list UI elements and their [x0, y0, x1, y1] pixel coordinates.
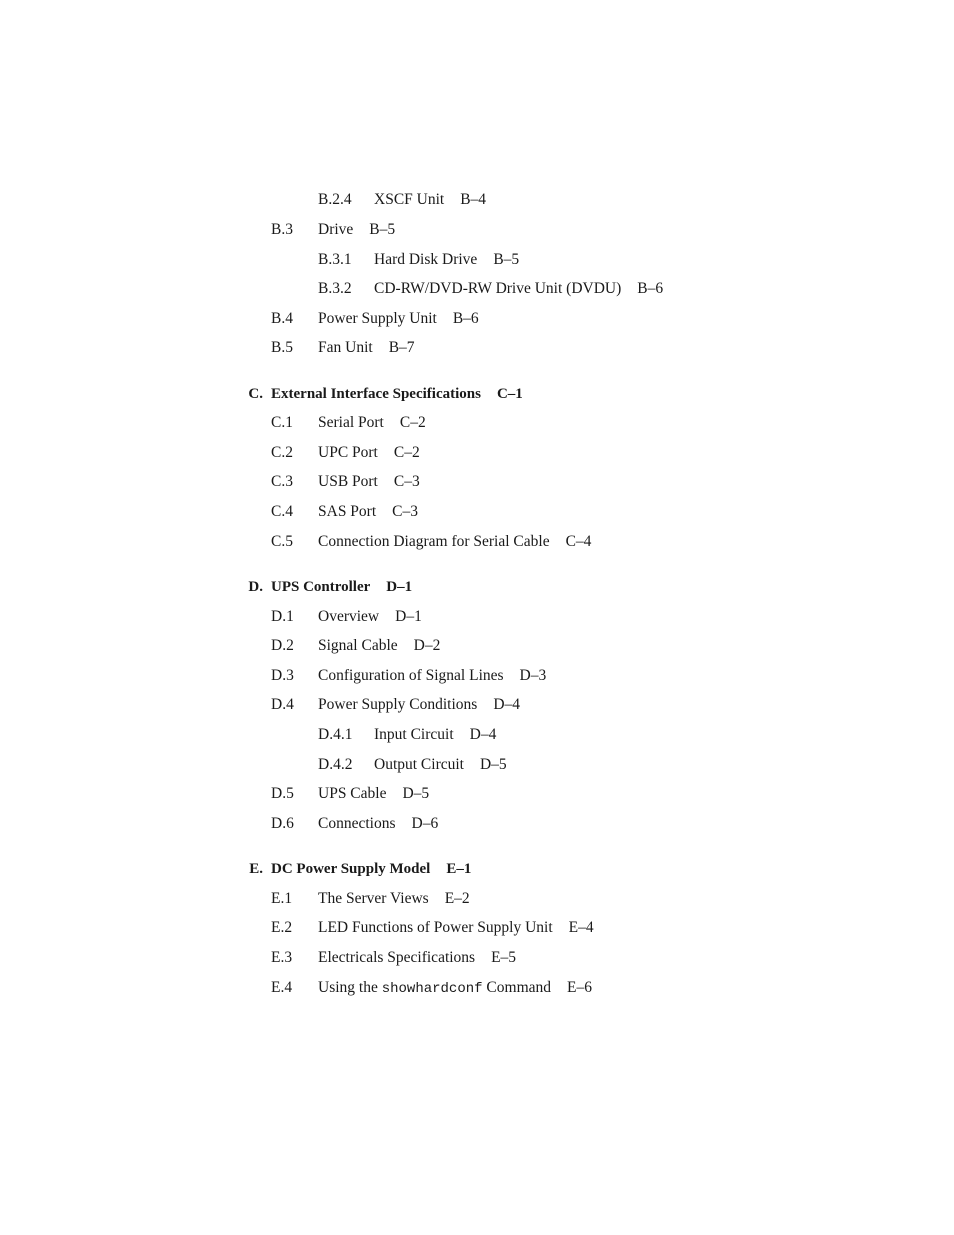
toc-entry-page: D–4: [469, 726, 497, 743]
toc-entry-title: XSCF Unit: [374, 191, 445, 208]
toc-entry[interactable]: [271, 977, 592, 999]
toc-entry[interactable]: [271, 412, 426, 434]
toc-chapter-number: C.: [248, 386, 263, 402]
toc-entry[interactable]: [271, 531, 591, 553]
toc-chapter[interactable]: [243, 576, 412, 598]
toc-entry[interactable]: [271, 471, 420, 493]
toc-entry-number: B.3: [271, 221, 293, 238]
toc-entry[interactable]: [271, 501, 418, 523]
toc-chapter-number: D.: [248, 579, 263, 595]
toc-chapter-title: DC Power Supply Model: [271, 861, 431, 877]
toc-entry-number: D.1: [271, 608, 294, 625]
toc-entry-title: Input Circuit: [374, 726, 454, 743]
toc-entry-page: B–6: [452, 310, 479, 327]
toc-entry-title: Signal Cable: [318, 637, 398, 654]
toc-entry-page: E–2: [444, 890, 470, 907]
toc-entry-number: D.6: [271, 815, 294, 832]
toc-entry-number: D.5: [271, 785, 294, 802]
toc-chapter-page: C–1: [496, 386, 523, 402]
toc-chapter[interactable]: [243, 858, 471, 880]
toc-entry-page: E–6: [567, 979, 592, 996]
toc-entry-page: C–2: [393, 444, 420, 461]
toc-entry-number: C.3: [271, 473, 293, 490]
toc-entry[interactable]: [318, 278, 663, 300]
toc-entry-title: Drive: [318, 221, 354, 238]
toc-entry-number: D.2: [271, 637, 294, 654]
toc-chapter-title: External Interface Specifications: [271, 386, 481, 402]
toc-entry[interactable]: [318, 754, 507, 776]
toc-entry-page: D–4: [493, 696, 521, 713]
toc-entry-page: E–5: [491, 949, 517, 966]
toc-entry-page: D–6: [411, 815, 439, 832]
toc-entry-title: UPS Cable: [318, 785, 387, 802]
toc-entry-page: E–4: [568, 919, 594, 936]
toc-chapter-number: E.: [249, 861, 263, 877]
toc-entry-title-suffix: Command: [482, 979, 552, 996]
toc-entry-number: C.4: [271, 503, 293, 520]
toc-entry-title: The Server Views: [318, 890, 429, 907]
toc-entry-title: CD-RW/DVD-RW Drive Unit (DVDU): [374, 280, 622, 297]
toc-entry-number: D.4.1: [318, 726, 353, 743]
toc-entry-page: D–1: [395, 608, 422, 625]
toc-entry-number: B.5: [271, 339, 293, 356]
toc-entry-number: C.2: [271, 444, 293, 461]
toc-entry-number: B.2.4: [318, 191, 352, 208]
toc-entry-title: Overview: [318, 608, 380, 625]
toc-entry-number: E.2: [271, 919, 293, 936]
toc-entry[interactable]: [271, 606, 422, 628]
toc-entry[interactable]: [318, 249, 519, 271]
toc-entry-page: D–5: [479, 756, 507, 773]
toc-entry[interactable]: [271, 888, 470, 910]
toc-entry[interactable]: [318, 189, 486, 211]
toc-entry-title: Hard Disk Drive: [374, 251, 478, 268]
toc-entry-page: C–2: [399, 414, 426, 431]
toc-chapter[interactable]: [243, 383, 523, 405]
toc-entry-number: D.4: [271, 696, 294, 713]
toc-entry-number: D.3: [271, 667, 294, 684]
toc-entry[interactable]: [271, 635, 440, 657]
toc-entry-number: E.3: [271, 949, 293, 966]
toc-entry-title: LED Functions of Power Supply Unit: [318, 919, 553, 936]
toc-entry-page: B–7: [388, 339, 415, 356]
toc-entry[interactable]: [271, 219, 395, 241]
toc-entry[interactable]: [271, 694, 520, 716]
toc-entry-number: E.4: [271, 979, 293, 996]
toc-entry-title: Connections: [318, 815, 396, 832]
toc-entry-page: C–3: [393, 473, 420, 490]
toc-entry-page: B–6: [637, 280, 664, 297]
toc-entry[interactable]: [271, 947, 516, 969]
toc-entry-title: Connection Diagram for Serial Cable: [318, 533, 550, 550]
toc-entry-command: showhardconf: [381, 981, 483, 997]
toc-entry-number: B.3.1: [318, 251, 352, 268]
toc-entry[interactable]: [271, 813, 438, 835]
toc-entry[interactable]: [271, 337, 415, 359]
toc-entry-number: C.5: [271, 533, 293, 550]
toc-entry-title: Output Circuit: [374, 756, 464, 773]
toc-entry[interactable]: [318, 724, 496, 746]
toc-entry-page: B–5: [493, 251, 520, 268]
toc-entry-page: D–5: [402, 785, 430, 802]
toc-entry-page: D–2: [413, 637, 441, 654]
toc-entry-title-prefix: Using the: [318, 979, 382, 996]
toc-chapter-page: D–1: [386, 579, 413, 595]
toc-entry-title: SAS Port: [318, 503, 377, 520]
toc-entry-title: Electricals Specifications: [318, 949, 476, 966]
toc-entry-page: B–4: [460, 191, 487, 208]
toc-entry-title: USB Port: [318, 473, 378, 490]
toc-entry-number: B.4: [271, 310, 293, 327]
toc-entry[interactable]: [271, 783, 429, 805]
toc-entry-number: E.1: [271, 890, 293, 907]
toc-chapter-page: E–1: [446, 861, 472, 877]
toc-entry-title: Power Supply Conditions: [318, 696, 478, 713]
toc-entry[interactable]: [271, 442, 420, 464]
toc-entry-title: Configuration of Signal Lines: [318, 667, 504, 684]
toc-entry-page: C–3: [392, 503, 418, 520]
toc-chapter-title: UPS Controller: [271, 579, 371, 595]
toc-entry-page: D–3: [519, 667, 547, 684]
toc-entry-title: Serial Port: [318, 414, 384, 431]
toc-entry-number: C.1: [271, 414, 293, 431]
toc-entry-page: B–5: [369, 221, 396, 238]
toc-entry[interactable]: [271, 308, 479, 330]
toc-entry-number: D.4.2: [318, 756, 353, 773]
toc-entry-title: UPC Port: [318, 444, 378, 461]
toc-entry-title: Fan Unit: [318, 339, 373, 356]
toc-entry-number: B.3.2: [318, 280, 352, 297]
toc-entry[interactable]: [271, 665, 546, 687]
toc-entry[interactable]: [271, 917, 594, 939]
toc-entry-title: Power Supply Unit: [318, 310, 437, 327]
toc-entry-page: C–4: [565, 533, 592, 550]
